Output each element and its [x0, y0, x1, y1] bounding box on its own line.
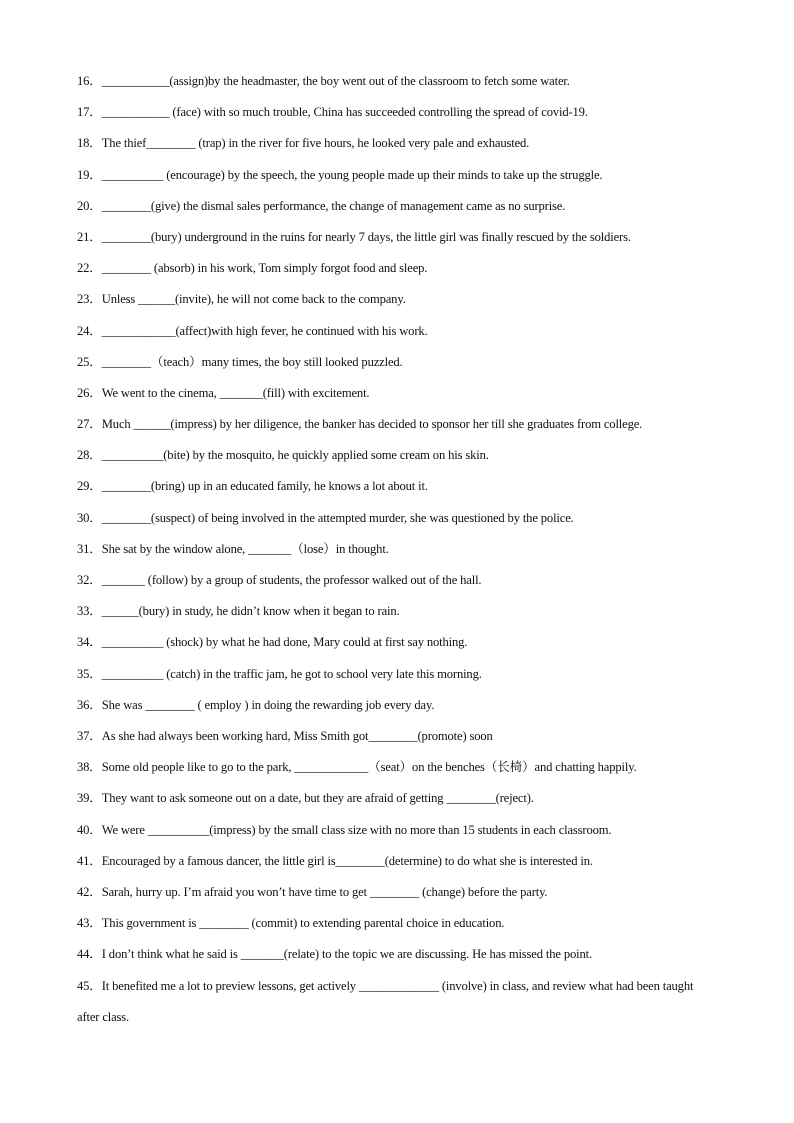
question-item: 42．Sarah, hurry up. I’m afraid you won’t have time to get ________ (change) before the party. [77, 885, 548, 900]
question-item: 27．Much ______(impress) by her diligence, the banker has decided to sponsor her till she graduates from college. [77, 417, 643, 432]
question-item: 35．__________ (catch) in the traffic jam, he got to school very late this morning. [77, 666, 482, 681]
question-item: 33．______(bury) in study, he didn’t know when it began to rain. [77, 604, 400, 619]
question-item: 43．This government is ________ (commit) to extending parental choice in education. [77, 916, 505, 931]
question-item: 23．Unless ______(invite), he will not come back to the company. [77, 292, 406, 307]
question-item: 21．________(bury) underground in the ruins for nearly 7 days, the little girl was finally rescued by the soldiers. [77, 230, 631, 245]
question-item: 45．It benefited me a lot to preview lessons, get actively _____________ (involve) in class, and review what had been taught after class. [77, 978, 694, 1024]
question-item: 17．___________ (face) with so much trouble, China has succeeded controlling the spread of covid-19. [77, 105, 588, 120]
question-item: 40．We were __________(impress) by the small class size with no more than 15 students in each classroom. [77, 822, 612, 837]
question-item: 30．________(suspect) of being involved in the attempted murder, she was questioned by the police. [77, 510, 574, 525]
question-item: 19．__________ (encourage) by the speech, the young people made up their minds to take up the struggle. [77, 167, 603, 182]
question-item: 32．_______ (follow) by a group of students, the professor walked out of the hall. [77, 573, 482, 588]
question-list [77, 66, 717, 1033]
question-item: 22．________ (absorb) in his work, Tom simply forgot food and sleep. [77, 261, 428, 276]
question-item: 44．I don’t think what he said is _______(relate) to the topic we are discussing. He has missed the point. [77, 947, 592, 962]
question-item: 25．________（teach）many times, the boy still looked puzzled. [77, 354, 403, 369]
question-item: 28．__________(bite) by the mosquito, he quickly applied some cream on his skin. [77, 448, 489, 463]
question-item: 41．Encouraged by a famous dancer, the little girl is________(determine) to do what she is interested in. [77, 853, 593, 868]
question-item: 29．________(bring) up in an educated family, he knows a lot about it. [77, 479, 428, 494]
question-item: 20．________(give) the dismal sales performance, the change of management came as no surprise. [77, 198, 566, 213]
question-item: 39．They want to ask someone out on a date, but they are afraid of getting ________(reject). [77, 791, 534, 806]
question-item: 18．The thief________ (trap) in the river for five hours, he looked very pale and exhausted. [77, 136, 530, 151]
question-item: 36．She was ________ ( employ ) in doing the rewarding job every day. [77, 697, 435, 712]
question-item: 24．____________(affect)with high fever, he continued with his work. [77, 323, 428, 338]
question-item: 31．She sat by the window alone, _______（lose）in thought. [77, 541, 389, 556]
question-item: 38．Some old people like to go to the park, ____________（seat）on the benches（长椅）and chatting happily. [77, 760, 637, 775]
question-item: 26．We went to the cinema, _______(fill) with excitement. [77, 386, 370, 401]
question-item: 37．As she had always been working hard, Miss Smith got________(promote) soon [77, 729, 493, 744]
question-item: 16．___________(assign)by the headmaster, the boy went out of the classroom to fetch some water. [77, 74, 570, 88]
question-item: 34．__________ (shock) by what he had done, Mary could at first say nothing. [77, 635, 468, 650]
